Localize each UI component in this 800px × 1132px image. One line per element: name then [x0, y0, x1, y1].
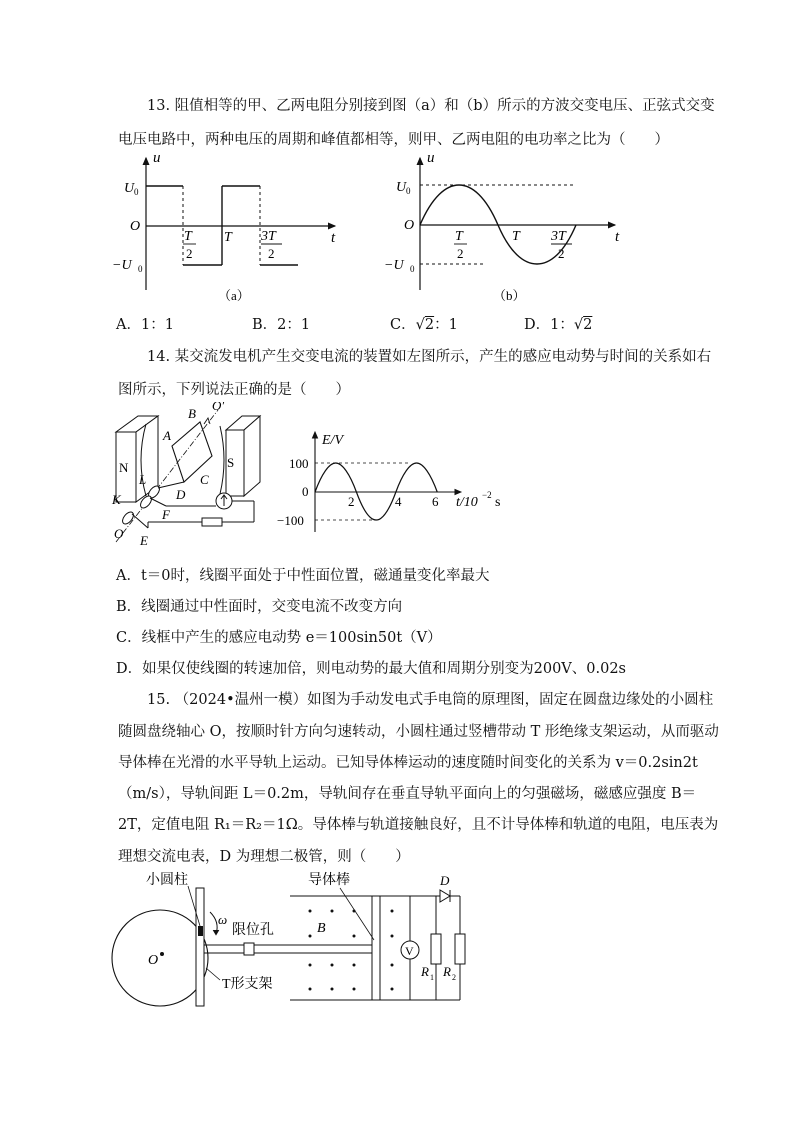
fig-a-u0-sub: 0 — [134, 187, 139, 197]
q15-stem-line5: 2T，定值电阻 R₁＝R₂＝1Ω。导体棒与轨道接触良好，且不计导体棒和轨道的电阻，电压表为 — [118, 817, 719, 833]
q14-stem-line1: 14. 某交流发电机产生交变电流的装置如左图所示，产生的感应电动势与时间的关系如右 — [147, 349, 712, 365]
q15-stem-line4: （m/s），导轨间距 L＝0.2m，导轨间存在垂直导轨平面向上的匀强磁场，磁感应强度 B＝ — [118, 786, 697, 802]
graph-y-bottom-tick: −100 — [277, 513, 304, 528]
fig-a-origin: O — [130, 219, 141, 234]
hole-label: 限位孔 — [232, 923, 274, 938]
graph-y-axis-label: E/V — [322, 433, 343, 448]
fig-b-u-label: u — [427, 150, 435, 166]
omega-label: ω — [218, 912, 228, 927]
q15-stem-line2: 随圆盘绕轴心 O，按顺时针方向匀速转动，小圆柱通过竖槽带动 T 形绝缘支架运动，从而驱动 — [118, 724, 719, 740]
graph-y-zero-tick: 0 — [302, 484, 309, 499]
fig-a-u0-label: U — [124, 181, 135, 196]
q13-option-c — [390, 315, 458, 335]
q15-stem-line6: 理想交流电表，D 为理想二极管，则（ ） — [118, 849, 410, 865]
fig-a-half-t-den: 2 — [186, 246, 193, 261]
fig-a-t-label: t — [331, 230, 336, 246]
fig-a-T-label: T — [224, 230, 232, 245]
disc — [112, 910, 208, 1006]
q13-option-c-root: 2 — [424, 317, 435, 333]
q13-stem-line1: 13. 阻值相等的甲、乙两电阻分别接到图（a）和（b）所示的方波交变电压、正弦式交变 — [147, 98, 715, 114]
fig-a-neg-u0-sub: 0 — [138, 264, 143, 274]
q13-option-d-root: 2 — [583, 317, 593, 333]
fig-b-T-label: T — [512, 229, 520, 244]
q15-stem-line1: 15. （2024•温州一模）如图为手动发电式手电筒的原理图，固定在圆盘边缘处的小圆柱 — [147, 692, 714, 708]
fig-b-3t-num: 3T — [551, 229, 566, 244]
graph-y-top-tick: 100 — [289, 456, 309, 471]
field-B-label: B — [317, 921, 326, 936]
graph-x-tick-2: 2 — [348, 494, 355, 509]
fig-b-u0-sub: 0 — [406, 186, 411, 196]
q14-stem-line2: 图所示，下列说法正确的是（ ） — [118, 382, 350, 398]
gen-C-label: C — [200, 472, 209, 487]
fig-b-3t-den: 2 — [558, 246, 565, 261]
fig-a-neg-u0-label: −U — [112, 258, 132, 273]
fig-a-caption: （a） — [218, 288, 250, 303]
diode-label: D — [440, 873, 450, 888]
fig-a-u-label: u — [153, 150, 161, 166]
q14-generator-diagram — [108, 402, 268, 548]
diode-symbol — [440, 890, 450, 902]
graph-x-axis-label: t/10 — [456, 495, 478, 510]
fig-a-half-t-num: T — [184, 229, 192, 244]
gen-L-label: L — [139, 472, 147, 487]
q13-option-a: A．1：1 — [116, 317, 174, 333]
q13-option-c-prefix: C． — [390, 317, 416, 333]
r2-label: R — [443, 964, 451, 979]
bracket-label: T形支架 — [222, 977, 273, 992]
sqrt-sign: √ — [415, 317, 425, 333]
graph-x-tick-4: 4 — [395, 494, 402, 509]
r1-label: R — [421, 964, 429, 979]
r2-sub: 2 — [452, 973, 456, 982]
q13-figure-b-sine-wave — [375, 148, 635, 308]
q14-option-b: B．线圈通过中性面时，交变电流不改变方向 — [116, 599, 403, 615]
q14-option-d: D．如果仅使线圈的转速加倍，则电动势的最大值和周期分别变为200V、0.02s — [116, 661, 626, 677]
q14-option-a: A．t＝0时，线圈平面处于中性面位置，磁通量变化率最大 — [116, 568, 490, 584]
disc-center-label: O — [148, 953, 159, 968]
fig-b-half-t-num: T — [455, 229, 463, 244]
gen-K-label: K — [112, 492, 121, 507]
fig-b-neg-u0-sub: 0 — [410, 264, 415, 274]
q13-option-c-suffix: ：1 — [434, 317, 458, 333]
graph-x-tick-6: 6 — [432, 494, 439, 509]
r1-sub: 1 — [430, 973, 434, 982]
gen-N-label: N — [119, 460, 129, 475]
q15-stem-line3: 导体棒在光滑的水平导轨上运动。已知导体棒运动的速度随时间变化的关系为 v＝0.2sin2t — [118, 755, 698, 771]
graph-x-axis-unit: s — [495, 495, 501, 510]
gen-S-label: S — [227, 455, 235, 470]
fig-a-3t-den: 2 — [268, 246, 275, 261]
gen-A-label: A — [163, 428, 171, 443]
q13-option-b: B．2：1 — [252, 317, 311, 333]
fig-b-half-t-den: 2 — [457, 246, 464, 261]
gen-B-label: B — [188, 406, 196, 421]
gen-E-label: E — [140, 533, 148, 548]
rod-label: 导体棒 — [308, 873, 350, 888]
cylinder-label: 小圆柱 — [146, 873, 188, 888]
gen-Oprime-label: O′ — [212, 402, 225, 413]
gen-D-label: D — [176, 487, 186, 502]
gen-O-label: O — [114, 526, 124, 541]
gen-F-label: F — [162, 507, 170, 522]
q14-option-c: C．线框中产生的感应电动势 e＝100sin50t（V） — [116, 630, 442, 646]
q13-option-d-prefix: D．1： — [524, 317, 574, 333]
q13-stem-line2: 电压电路中，两种电压的周期和峰值都相等，则甲、乙两电阻的电功率之比为（ ） — [118, 132, 669, 148]
q15-flashlight-figure — [110, 868, 480, 1018]
fig-a-3t-num: 3T — [261, 229, 276, 244]
q14-emf-time-graph — [275, 426, 515, 536]
sqrt-sign: √ — [573, 317, 584, 333]
fig-b-t-label: t — [615, 229, 620, 245]
voltmeter-label: V — [405, 944, 414, 958]
fig-b-neg-u0-label: −U — [384, 258, 404, 273]
q13-option-d — [524, 315, 592, 335]
fig-b-u0-label: U — [396, 180, 407, 195]
graph-x-axis-exp: −2 — [482, 490, 492, 500]
fig-b-origin: O — [404, 218, 415, 233]
q13-figure-a-square-wave — [110, 148, 350, 308]
fig-b-caption: （b） — [493, 288, 526, 303]
